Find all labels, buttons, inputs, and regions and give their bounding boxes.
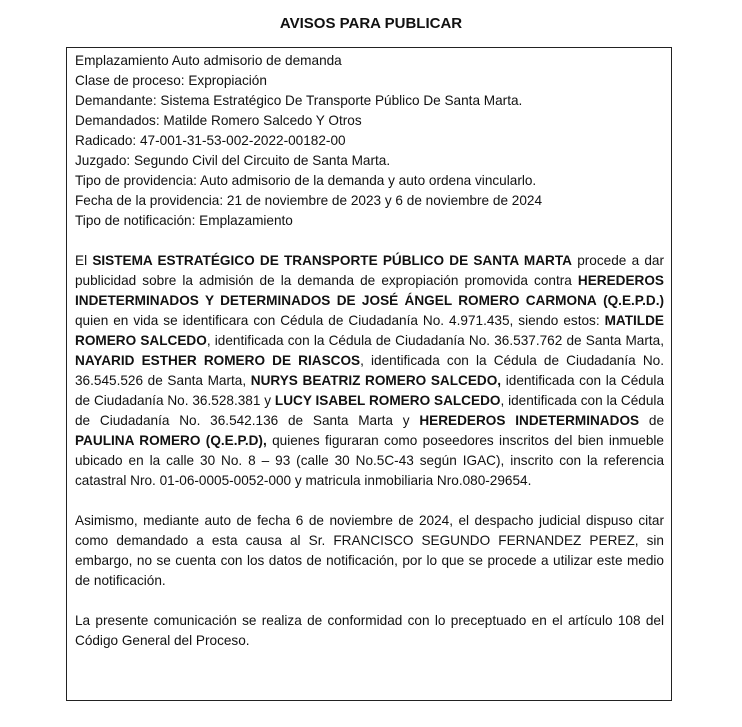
text-run: , identificada con la Cédula de Ciudadanía No. 36.545.526 de Santa Marta, — [75, 353, 664, 388]
page-title: AVISOS PARA PUBLICAR — [279, 15, 463, 32]
notice-paragraph-legal-basis: La presente comunicación se realiza de conformidad con lo preceptuado en el artículo 108 del Código General del Proceso. — [75, 613, 664, 648]
meta-line-notification-type: Tipo de notificación: Emplazamiento — [75, 213, 293, 228]
person-name: PAULINA ROMERO (Q.E.P.D), — [75, 433, 267, 448]
meta-line-court: Juzgado: Segundo Civil del Circuito de Santa Marta. — [75, 153, 391, 168]
person-name: NURYS BEATRIZ ROMERO SALCEDO, — [250, 373, 502, 388]
text-run: , identificada con la Cédula de Ciudadanía No. 36.537.762 de Santa Marta, — [206, 333, 664, 348]
meta-line-plaintiff: Demandante: Sistema Estratégico De Transporte Público De Santa Marta. — [75, 93, 523, 108]
meta-line-process-class: Clase de proceso: Expropiación — [75, 73, 267, 88]
meta-line-ruling-type: Tipo de providencia: Auto admisorio de la demanda y auto ordena vincularlo. — [75, 173, 537, 188]
text-run: quienes figuraran como poseedores inscritos del bien inmueble ubicado en la calle 30 No. 8 – 93 (calle 30 No.5C-43 según IGAC), inscrito con la referencia catastral Nro. 01-06-0005-0052-000 y matricula inmobiliaria Nro.080-29654. — [75, 433, 664, 488]
text-run: identificada con la Cédula de Ciudadanía No. 36.528.381 y — [75, 373, 665, 408]
meta-line-notice-type: Emplazamiento Auto admisorio de demanda — [75, 53, 342, 68]
text-run: de — [639, 413, 665, 428]
meta-line-defendants: Demandados: Matilde Romero Salcedo Y Otros — [75, 113, 362, 128]
notice-paragraph-additional-defendant: Asimismo, mediante auto de fecha 6 de noviembre de 2024, el despacho judicial dispuso citar como demandado a esta causa al Sr. FRANCISCO SEGUNDO FERNANDEZ PEREZ, sin embargo, no se cuenta con los datos de notificación, por lo que se procede a utilizar este medio de notificación. — [75, 513, 664, 588]
person-name: NAYARID ESTHER ROMERO DE RIASCOS — [75, 353, 361, 368]
qepd-marker: (Q.E.P.D.) — [603, 293, 664, 308]
meta-line-ruling-date: Fecha de la providencia: 21 de noviembre de 2023 y 6 de noviembre de 2024 — [75, 193, 543, 208]
entity-name: SISTEMA ESTRATÉGICO DE TRANSPORTE PÚBLICO DE SANTA MARTA — [92, 253, 572, 268]
meta-line-case-number: Radicado: 47-001-31-53-002-2022-00182-00 — [75, 133, 346, 148]
text-run: , identificada con la Cédula de Ciudadanía No. 36.542.136 de Santa Marta y — [75, 393, 665, 428]
person-name: MATILDE ROMERO SALCEDO — [75, 313, 664, 348]
heirs-name: HEREDEROS INDETERMINADOS — [419, 413, 640, 428]
person-name: LUCY ISABEL ROMERO SALCEDO — [274, 393, 501, 408]
heirs-name: HEREDEROS INDETERMINADOS Y DETERMINADOS DE JOSÉ ÁNGEL ROMERO CARMONA — [75, 273, 664, 308]
notice-metadata — [75, 51, 664, 231]
notice-paragraph-main — [75, 251, 664, 491]
text-run: quien en vida se identificara con Cédula de Ciudadanía No. 4.971.435, siendo estos: — [75, 313, 605, 328]
text-run: procede a dar publicidad sobre la admisión de la demanda de expropiación promovida contra — [75, 253, 664, 288]
text-run: El — [75, 253, 93, 268]
notice-box — [66, 47, 672, 701]
